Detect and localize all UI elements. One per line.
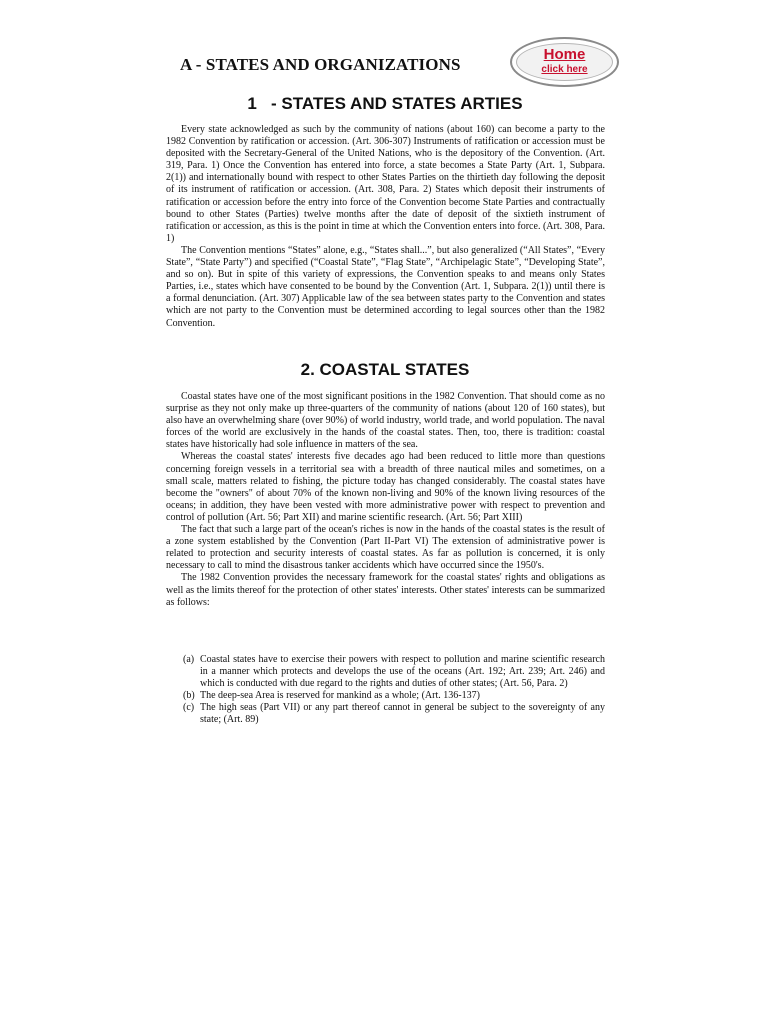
section-1-body [166, 124, 605, 330]
list-item [166, 654, 605, 690]
home-click-here-label[interactable]: click here [541, 64, 588, 75]
list-marker: (b) [183, 690, 195, 702]
paragraph: The fact that such a large part of the ocean's riches is now in the hands of the coastal states is the result of a zone system established by the Convention (Part II-Part VI) The extension of administrative power is related to protection and security interests of coastal states. As far as pollution is concerned, it is only necessary to call to mind the disastrous tanker accidents which have occurred since the 1950's. [166, 524, 605, 572]
paragraph: The Convention mentions “States” alone, e.g., “States shall...”, but also generalized (“All States”, “Every State”, “State Party”) and specified (“Coastal State”, “Flag State”, “Archipelagic State”, “Developing State”, and so on). But in spite of this variety of expressions, the Convention speaks to and means only States Parties, i.e., states which have consented to be bound by the Convention (Art. 1, Subpara. 2(1)) until there is a formal denunciation. (Art. 307) Applicable law of the sea between states party to the Convention and states which are not party to the Convention must be determined according to legal sources other than the 1982 Convention. [166, 244, 605, 329]
home-button[interactable] [510, 37, 619, 87]
interests-list [166, 654, 605, 727]
list-item [166, 690, 605, 702]
list-marker: (a) [183, 654, 195, 665]
home-link-label[interactable]: Home [543, 46, 586, 63]
paragraph: Coastal states have one of the most significant positions in the 1982 Convention. That should come as no surprise as they not only make up three-quarters of the community of nations (about 120 of 160 states), but also have an overwhelming share (over 90%) of world industry, world trade, and world population. The naval forces of the world are exclusively in the hands of the coastal states. Then, too, there is tradition: coastal states have historically had sole influence in matters of the sea. [166, 391, 605, 451]
page-title: A - STATES AND ORGANIZATIONS [180, 55, 461, 74]
section-1-heading: 1 - STATES AND STATES ARTIES [247, 94, 523, 113]
paragraph: Whereas the coastal states' interests five decades ago had been reduced to little more than questions concerning foreign vessels in a territorial sea with a breadth of three nautical miles and sometimes, on a small scale, matters related to fishing, the picture today has changed considerably. The coastal states have become the "owners" of about 70% of the known non-living and 90% of the known living resources of the oceans; in addition, they have been vested with more administrative power with respect to prevention and control of pollution (Art. 56; Part XII) and marine scientific research. (Art. 56; Part XIII) [166, 451, 605, 523]
section-2-heading: 2. COASTAL STATES [300, 360, 470, 379]
paragraph: Every state acknowledged as such by the community of nations (about 160) can become a party to the 1982 Convention by ratification or accession. (Art. 306-307) Instruments of ratification or accession must be deposited with the Secretary-General of the United Nations, who is the depository of the Convention. (Art. 319, Para. 1) Once the Convention has entered into force, a state becomes a State Party (Art. 1, Subpara. 2(1)) and internationally bound with respect to other States Parties on the thirtieth day following the deposit of its instrument of ratification or accession. (Art. 308, Para. 2) States which deposit their instruments of ratification or accession before the entry into force of the Convention become State Parties and contractually bound to other States (Parties) twelve months after the date of deposit of the sixtieth instrument of ratification or accession, as this is the point in time at which the Convention enters into force. (Art. 308, Para. 1) [166, 124, 605, 244]
paragraph: The 1982 Convention provides the necessary framework for the coastal states' rights and obligations as well as the limits thereof for the protection of other states' interests. Other states' interests can be summarized as follows: [166, 572, 605, 608]
list-item [166, 702, 605, 726]
list-item-text: Coastal states have to exercise their powers with respect to pollution and marine scientific research in a manner which protects and develops the use of the oceans (Art. 192; Art. 239; Art. 246) and which is conducted with due regard to the rights and duties of other states; (Art. 56, Para. 2) [200, 654, 605, 690]
section-2-body [166, 391, 605, 609]
list-item-text: The deep-sea Area is reserved for mankind as a whole; (Art. 136-137) [200, 690, 480, 702]
list-item-text: The high seas (Part VII) or any part thereof cannot in general be subject to the sovereignty of any state; (Art. 89) [200, 702, 605, 726]
list-marker: (c) [183, 702, 195, 714]
